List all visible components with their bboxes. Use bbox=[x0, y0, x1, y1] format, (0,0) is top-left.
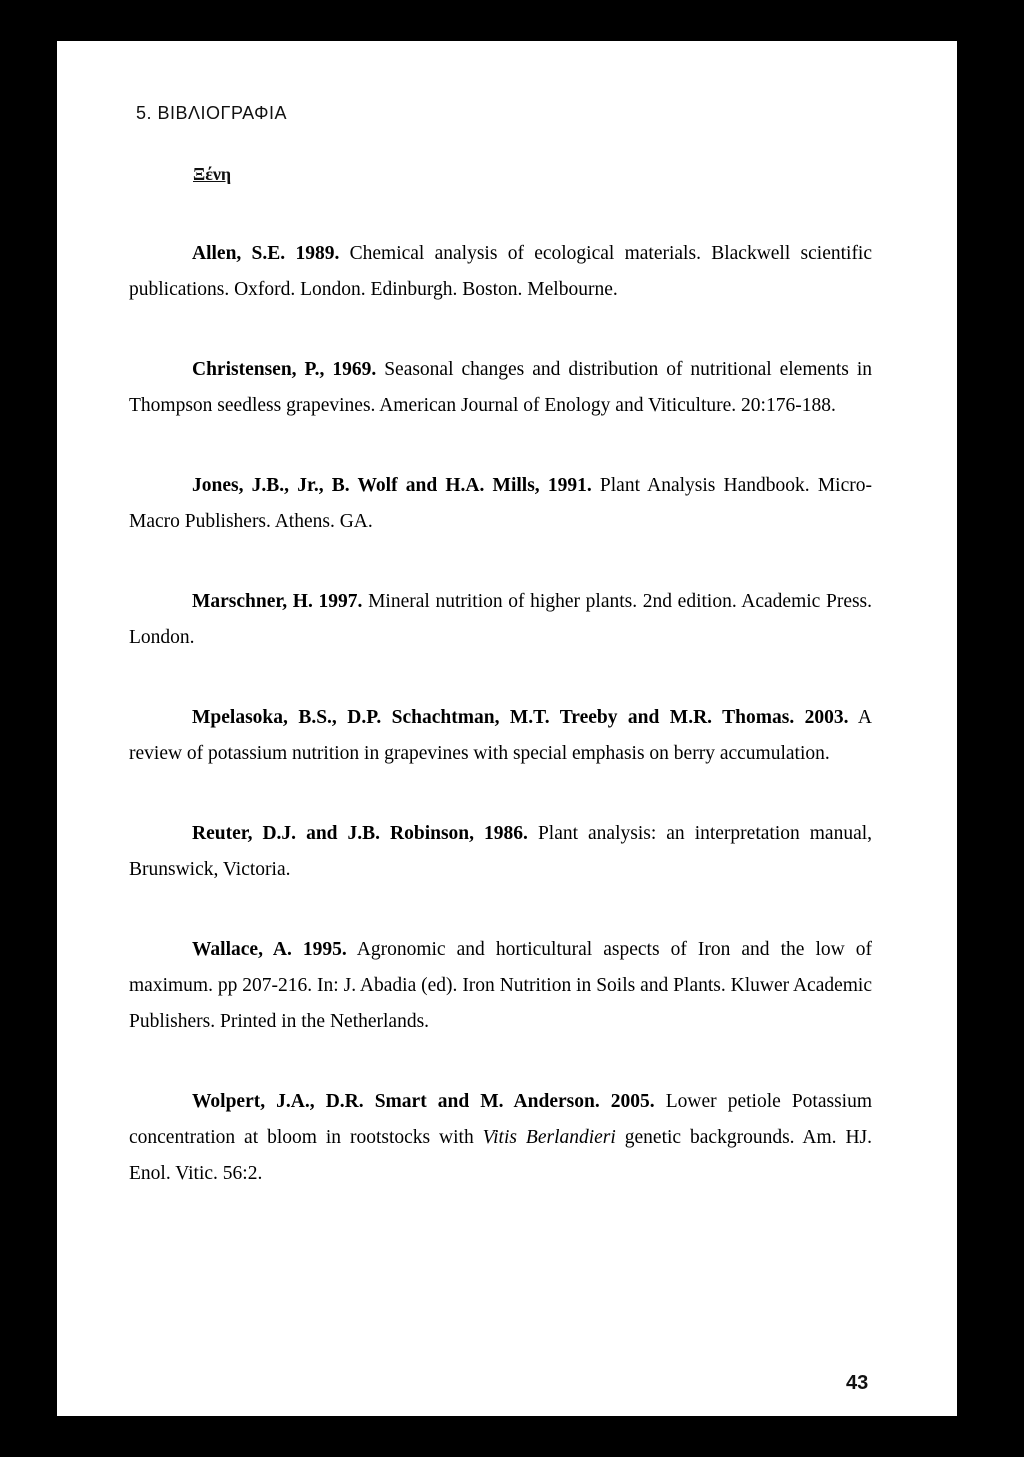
reference-authors: Allen, S.E. bbox=[192, 243, 286, 264]
reference-year: 1991. bbox=[547, 475, 592, 496]
reference-item bbox=[129, 1084, 872, 1192]
reference-text-italic: Vitis Berlandieri bbox=[482, 1127, 616, 1148]
reference-authors: Mpelasoka, B.S., D.P. Schachtman, M.T. Treeby and M.R. Thomas. bbox=[192, 707, 795, 728]
reference-authors: Wolpert, J.A., D.R. Smart and M. Anderson. bbox=[192, 1091, 600, 1112]
reference-text: Plant Analysis Handbook. Micro-Macro Publishers. Athens. GA. bbox=[129, 475, 872, 532]
reference-item bbox=[129, 468, 872, 540]
reference-authors: Christensen, P., bbox=[192, 359, 325, 380]
section-title: 5. ΒΙΒΛΙΟΓΡΑΦΙΑ bbox=[136, 103, 287, 123]
reference-item bbox=[129, 352, 872, 424]
reference-authors: Reuter, D.J. and J.B. Robinson, bbox=[192, 823, 475, 844]
reference-authors: Marschner, H. bbox=[192, 591, 313, 612]
page-number: 43 bbox=[846, 1372, 869, 1394]
reference-text: Agronomic and horticultural aspects of Iron and the low of maximum. pp 207-216. In: J. Abadia (ed). Iron Nutrition in Soils and Plants. Kluwer Academic Publishers. Printed in the Netherlands. bbox=[129, 939, 872, 1032]
reference-list bbox=[129, 236, 872, 1236]
reference-authors: Wallace, A. bbox=[192, 939, 292, 960]
reference-item bbox=[129, 816, 872, 888]
reference-text: Seasonal changes and distribution of nutritional elements in Thompson seedless grapevines. American Journal of Enology and Viticulture. 20:176-188. bbox=[129, 359, 873, 416]
reference-item bbox=[129, 236, 872, 308]
reference-text: Lower petiole Potassium concentration at bloom in rootstocks with bbox=[129, 1091, 873, 1148]
reference-year: 1989. bbox=[295, 243, 340, 264]
reference-item bbox=[129, 700, 872, 772]
reference-year: 2003. bbox=[804, 707, 849, 728]
reference-text: genetic backgrounds. Am. HJ. Enol. Vitic. 56:2. bbox=[129, 1127, 873, 1184]
reference-year: 1997. bbox=[318, 591, 363, 612]
reference-authors: Jones, J.B., Jr., B. Wolf and H.A. Mills, bbox=[192, 475, 540, 496]
reference-item bbox=[129, 584, 872, 656]
reference-text: Plant analysis: an interpretation manual, Brunswick, Victoria. bbox=[129, 823, 873, 880]
section-subtitle: Ξένη bbox=[193, 164, 232, 184]
reference-text: Chemical analysis of ecological materials. Blackwell scientific publications. Oxford. London. Edinburgh. Boston. Melbourne. bbox=[129, 243, 873, 300]
reference-year: 1986. bbox=[484, 823, 528, 844]
reference-year: 1995. bbox=[302, 939, 347, 960]
reference-item bbox=[129, 932, 872, 1040]
reference-text: Mineral nutrition of higher plants. 2nd edition. Academic Press. London. bbox=[129, 591, 873, 648]
reference-year: 2005. bbox=[610, 1091, 655, 1112]
reference-year: 1969. bbox=[332, 359, 377, 380]
reference-text: A review of potassium nutrition in grapevines with special emphasis on berry accumulation. bbox=[129, 707, 872, 764]
